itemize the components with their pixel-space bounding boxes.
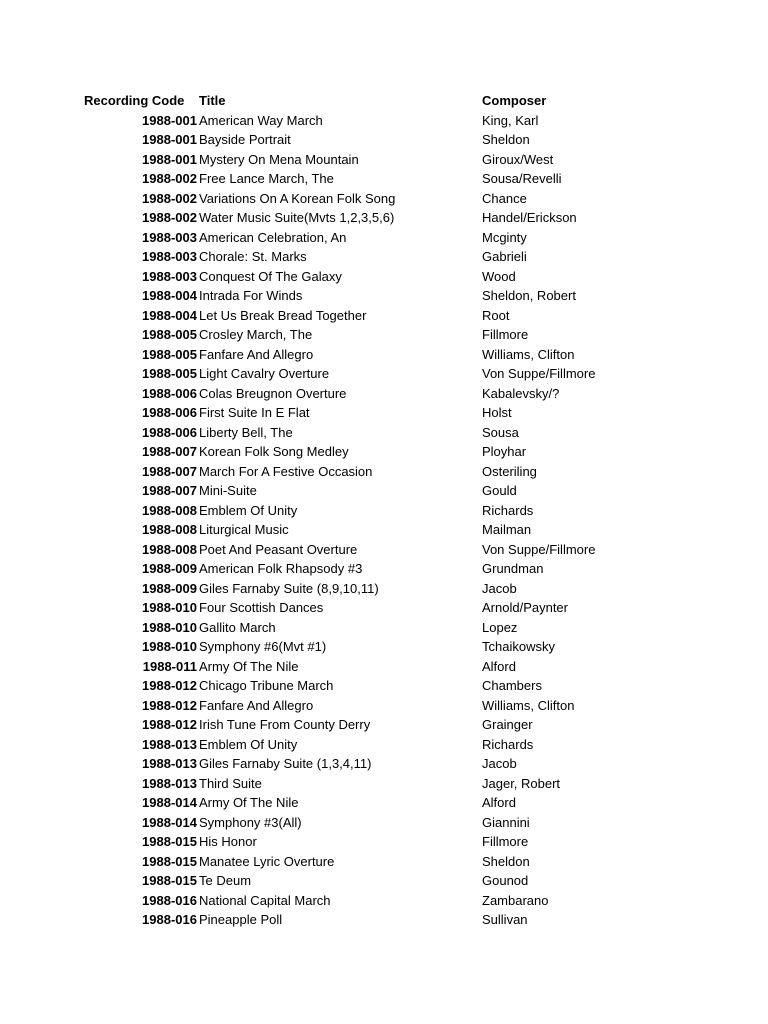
recording-code-cell: 1988-007 <box>142 444 197 459</box>
table-row <box>0 384 768 404</box>
title-cell: Water Music Suite(Mvts 1,2,3,5,6) <box>199 210 395 225</box>
table-row <box>0 228 768 248</box>
table-row <box>0 325 768 345</box>
table-row <box>0 169 768 189</box>
composer-cell: Jacob <box>482 580 517 596</box>
recording-code-cell: 1988-012 <box>142 678 197 693</box>
composer-cell: Alford <box>482 658 516 674</box>
title-cell: Let Us Break Bread Together <box>199 307 367 323</box>
title-cell: Emblem Of Unity <box>199 736 298 752</box>
title-cell: Liberty Bell, The <box>199 424 293 440</box>
table-row <box>0 150 768 170</box>
recording-code-cell: 1988-015 <box>142 873 197 888</box>
recording-code-cell: 1988-001 <box>142 132 197 147</box>
title-cell: American Celebration, An <box>199 229 347 245</box>
recording-code-cell: 1988-015 <box>142 853 197 869</box>
title-cell: March For A Festive Occasion <box>199 463 373 479</box>
table-row <box>0 715 768 735</box>
title-cell: Crosley March, The <box>199 327 313 342</box>
recording-code-cell: 1988-016 <box>142 892 197 908</box>
title-cell: American Way March <box>199 112 323 128</box>
title-cell: Liturgical Music <box>199 522 289 537</box>
recording-code-cell: 1988-010 <box>142 639 197 654</box>
table-row <box>0 676 768 696</box>
composer-cell: Grundman <box>482 561 544 576</box>
recording-code-cell: 1988-006 <box>142 405 197 420</box>
recording-code-cell: 1988-009 <box>142 561 197 576</box>
composer-cell: Giannini <box>482 814 530 830</box>
recording-code-cell: 1988-004 <box>142 307 197 323</box>
title-cell: Emblem Of Unity <box>199 502 298 518</box>
table-row <box>0 754 768 774</box>
header-title: Title <box>199 93 226 108</box>
table-row <box>0 793 768 813</box>
composer-cell: Von Suppe/Fillmore <box>482 541 596 557</box>
composer-cell: Sheldon <box>482 132 530 147</box>
composer-cell: Richards <box>482 502 534 518</box>
table-row <box>0 364 768 384</box>
composer-cell: Williams, Clifton <box>482 697 575 713</box>
recording-code-cell: 1988-005 <box>142 346 197 362</box>
composer-cell: Mailman <box>482 522 532 537</box>
composer-cell: Gounod <box>482 873 529 888</box>
recording-code-cell: 1988-013 <box>142 775 197 791</box>
table-row <box>0 247 768 267</box>
title-cell: Symphony #3(All) <box>199 814 302 830</box>
table-row <box>0 501 768 521</box>
recording-code-cell: 1988-016 <box>142 912 197 927</box>
table-row <box>0 696 768 716</box>
composer-cell: Sousa <box>482 424 519 440</box>
header-recording-code: Recording Code <box>84 93 185 108</box>
recording-code-cell: 1988-007 <box>142 463 197 479</box>
recording-code-cell: 1988-003 <box>142 229 197 245</box>
composer-cell: Sousa/Revelli <box>482 171 562 186</box>
table-row <box>0 267 768 287</box>
composer-cell: Holst <box>482 405 512 420</box>
title-cell: Irish Tune From County Derry <box>199 717 371 732</box>
table-row <box>0 306 768 326</box>
table-row <box>0 481 768 501</box>
title-cell: Light Cavalry Overture <box>199 366 330 381</box>
composer-cell: Tchaikowsky <box>482 639 555 654</box>
table-row <box>0 111 768 131</box>
table-row <box>0 462 768 482</box>
recording-code-cell: 1988-001 <box>142 112 197 128</box>
composer-cell: Giroux/West <box>482 151 554 167</box>
table-row <box>0 657 768 677</box>
title-cell: Colas Breugnon Overture <box>199 385 347 401</box>
composer-cell: Chambers <box>482 678 542 693</box>
table-row <box>0 208 768 228</box>
recording-code-cell: 1988-003 <box>142 249 197 264</box>
recording-code-cell: 1988-008 <box>142 541 197 557</box>
composer-cell: Sheldon, Robert <box>482 288 576 303</box>
title-cell: Pineapple Poll <box>199 912 283 927</box>
recording-code-cell: 1988-013 <box>142 736 197 752</box>
title-cell: Chicago Tribune March <box>199 678 334 693</box>
composer-cell: Richards <box>482 736 534 752</box>
title-cell: Giles Farnaby Suite (8,9,10,11) <box>199 580 379 596</box>
composer-cell: Sheldon <box>482 853 530 869</box>
table-row <box>0 774 768 794</box>
recording-code-cell: 1988-012 <box>142 717 197 732</box>
recording-code-cell: 1988-002 <box>142 210 197 225</box>
composer-cell: Fillmore <box>482 834 529 849</box>
title-cell: His Honor <box>199 834 257 849</box>
recording-code-cell: 1988-006 <box>142 385 197 401</box>
title-cell: Symphony #6(Mvt #1) <box>199 639 327 654</box>
composer-cell: Sullivan <box>482 912 528 927</box>
title-cell: Te Deum <box>199 873 252 888</box>
composer-cell: Williams, Clifton <box>482 346 575 362</box>
table-row <box>0 579 768 599</box>
recording-code-cell: 1988-007 <box>142 483 197 498</box>
composer-cell: Grainger <box>482 717 533 732</box>
table-row <box>0 813 768 833</box>
table-row <box>0 130 768 150</box>
recording-code-cell: 1988-002 <box>142 171 197 186</box>
table-row <box>0 423 768 443</box>
title-cell: Intrada For Winds <box>199 288 303 303</box>
title-cell: Variations On A Korean Folk Song <box>199 190 396 206</box>
composer-cell: Arnold/Paynter <box>482 600 568 615</box>
composer-cell: King, Karl <box>482 112 539 128</box>
title-cell: Manatee Lyric Overture <box>199 853 335 869</box>
recording-code-cell: 1988-009 <box>142 580 197 596</box>
table-row <box>0 832 768 852</box>
table-row <box>0 286 768 306</box>
title-cell: Chorale: St. Marks <box>199 249 307 264</box>
title-cell: Conquest Of The Galaxy <box>199 268 342 284</box>
title-cell: Fanfare And Allegro <box>199 346 314 362</box>
title-cell: Poet And Peasant Overture <box>199 541 358 557</box>
composer-cell: Von Suppe/Fillmore <box>482 366 596 381</box>
header-row <box>0 91 768 111</box>
recording-code-cell: 1988-008 <box>142 502 197 518</box>
composer-cell: Gabrieli <box>482 249 527 264</box>
table-row <box>0 637 768 657</box>
title-cell: Army Of The Nile <box>199 658 299 674</box>
composer-cell: Root <box>482 307 510 323</box>
title-cell: Giles Farnaby Suite (1,3,4,11) <box>199 756 372 771</box>
title-cell: Army Of The Nile <box>199 795 299 810</box>
title-cell: Mystery On Mena Mountain <box>199 151 359 167</box>
title-cell: First Suite In E Flat <box>199 405 310 420</box>
composer-cell: Handel/Erickson <box>482 210 577 225</box>
table-row <box>0 540 768 560</box>
title-cell: American Folk Rhapsody #3 <box>199 561 363 576</box>
recording-code-cell: 1988-010 <box>142 600 197 615</box>
recording-code-cell: 1988-005 <box>142 327 197 342</box>
recordings-sheet <box>0 91 768 930</box>
title-cell: Mini-Suite <box>199 483 257 498</box>
recording-code-cell: 1988-002 <box>142 190 197 206</box>
composer-cell: Kabalevsky/? <box>482 385 560 401</box>
header-composer: Composer <box>482 93 547 108</box>
title-cell: Korean Folk Song Medley <box>199 444 349 459</box>
table-row <box>0 735 768 755</box>
composer-cell: Jager, Robert <box>482 775 561 791</box>
table-row <box>0 910 768 930</box>
composer-cell: Ployhar <box>482 444 527 459</box>
table-row <box>0 871 768 891</box>
composer-cell: Gould <box>482 483 517 498</box>
composer-cell: Jacob <box>482 756 517 771</box>
title-cell: Gallito March <box>199 619 276 635</box>
title-cell: National Capital March <box>199 892 331 908</box>
table-row <box>0 403 768 423</box>
table-row <box>0 559 768 579</box>
table-row <box>0 442 768 462</box>
composer-cell: Mcginty <box>482 229 527 245</box>
recording-code-cell: 1988-003 <box>142 268 197 284</box>
table-row <box>0 189 768 209</box>
table-row <box>0 345 768 365</box>
table-row <box>0 852 768 872</box>
composer-cell: Lopez <box>482 619 518 635</box>
recording-code-cell: 1988-010 <box>142 619 197 635</box>
table-row <box>0 618 768 638</box>
recording-code-cell: 1988-006 <box>142 424 197 440</box>
composer-cell: Osteriling <box>482 463 537 479</box>
table-row <box>0 520 768 540</box>
title-cell: Four Scottish Dances <box>199 600 324 615</box>
table-row <box>0 891 768 911</box>
recording-code-cell: 1988-012 <box>142 697 197 713</box>
composer-cell: Fillmore <box>482 327 529 342</box>
composer-cell: Wood <box>482 268 516 284</box>
composer-cell: Alford <box>482 795 516 810</box>
title-cell: Free Lance March, The <box>199 171 334 186</box>
table-body <box>0 111 768 930</box>
recording-code-cell: 1988-004 <box>142 288 197 303</box>
table-row <box>0 598 768 618</box>
composer-cell: Chance <box>482 190 527 206</box>
recording-code-cell: 1988-014 <box>142 795 197 810</box>
recording-code-cell: 1988-001 <box>142 151 197 167</box>
recording-code-cell: 1988-015 <box>142 834 197 849</box>
title-cell: Third Suite <box>199 775 262 791</box>
recording-code-cell: 1988-013 <box>142 756 197 771</box>
title-cell: Fanfare And Allegro <box>199 697 314 713</box>
title-cell: Bayside Portrait <box>199 132 291 147</box>
recording-code-cell: 1988-014 <box>142 814 197 830</box>
recording-code-cell: 1988-011 <box>142 658 197 674</box>
composer-cell: Zambarano <box>482 892 549 908</box>
recording-code-cell: 1988-008 <box>142 522 197 537</box>
recording-code-cell: 1988-005 <box>142 366 197 381</box>
